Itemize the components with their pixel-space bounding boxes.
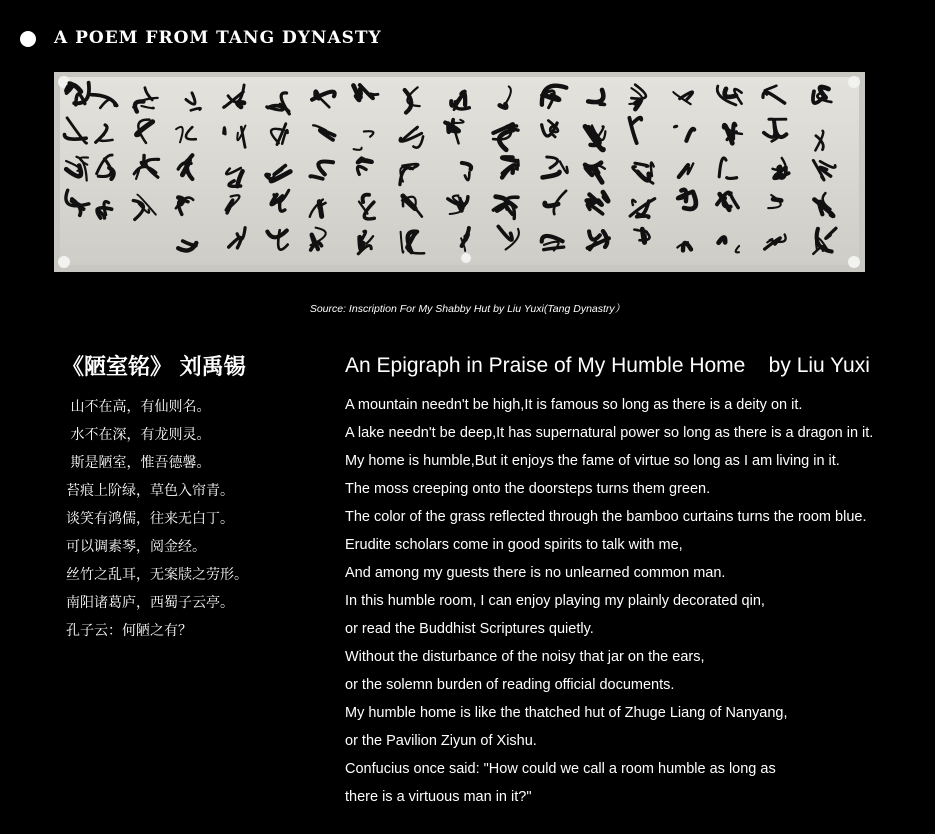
- chinese-poem-line: 山不在高，有仙则名。: [66, 399, 211, 415]
- chinese-poem-line: 可以调素琴，阅金经。: [66, 539, 206, 555]
- english-poem-title: An Epigraph in Praise of My Humble Home by Liu Yuxi: [345, 354, 870, 377]
- chinese-poem-line: 苔痕上阶绿，草色入帘青。: [66, 483, 234, 499]
- english-poem-line: or the Pavilion Ziyun of Xishu.: [345, 733, 537, 749]
- brush-stroke: [371, 94, 378, 95]
- calligraphy-scroll-image: [54, 72, 865, 272]
- english-poem-line: My humble home is like the thatched hut of Zhuge Liang of Nanyang,: [345, 705, 788, 721]
- brush-stroke: [674, 126, 676, 127]
- english-poem-line: Erudite scholars come in good spirits to talk with me,: [345, 537, 683, 553]
- english-poem-line: Without the disturbance of the noisy that jar on the ears,: [345, 649, 705, 665]
- english-poem-line: or read the Buddhist Scriptures quietly.: [345, 621, 594, 637]
- chinese-poem-line: 孔子云：何陋之有？: [66, 623, 192, 639]
- english-poem-line: A lake needn't be deep,It has supernatural power so long as there is a dragon in it.: [345, 425, 874, 441]
- chinese-poem-line: 丝竹之乱耳，无案牍之劳形。: [66, 567, 248, 583]
- english-poem-line: In this humble room, I can enjoy playing my plainly decorated qin,: [345, 593, 765, 609]
- calligraphy-scroll-drawing: [54, 72, 865, 272]
- english-poem-line: Confucius once said: "How could we call a room humble as long as: [345, 761, 776, 777]
- chinese-poem-line: 水不在深，有龙则灵。: [66, 427, 211, 443]
- english-poem-line: And among my guests there is no unlearned common man.: [345, 565, 726, 581]
- english-poem-line: or the solemn burden of reading official documents.: [345, 677, 675, 693]
- brush-stroke: [773, 199, 781, 200]
- english-poem-line: there is a virtuous man in it?": [345, 789, 532, 805]
- english-poem-lines: [345, 391, 873, 811]
- chinese-poem-line: 谈笑有鸿儒，往来无白丁。: [66, 511, 234, 527]
- chinese-poem-line: 南阳诸葛庐，西蜀子云亭。: [66, 595, 234, 611]
- brush-stroke: [727, 178, 737, 179]
- brush-stroke: [237, 102, 244, 107]
- bullet-dot-icon: [20, 31, 36, 47]
- brush-stroke: [500, 104, 507, 108]
- chinese-poem-lines: [66, 393, 248, 645]
- brush-stroke: [224, 127, 226, 134]
- english-poem-line: A mountain needn't be high,It is famous so long as there is a deity on it.: [345, 397, 803, 413]
- section-title: A POEM FROM TANG DYNASTY: [54, 28, 382, 48]
- brush-stroke: [637, 216, 649, 217]
- english-poem-line: My home is humble,But it enjoys the fame of virtue so long as I am living in it.: [345, 453, 840, 469]
- chinese-poem-line: 斯是陋室，惟吾德馨。: [66, 455, 211, 471]
- brush-stroke: [358, 158, 364, 162]
- english-poem-line: The moss creeping onto the doorsteps turns them green.: [345, 481, 711, 497]
- chinese-poem-title: 《陋室铭》 刘禹锡: [62, 355, 246, 380]
- brush-stroke: [545, 203, 558, 206]
- image-caption: Source: Inscription For My Shabby Hut by Liu Yuxi(Tang Dynastry）: [309, 303, 626, 315]
- english-poem-line: The color of the grass reflected through the bamboo curtains turns the room blue.: [345, 509, 867, 525]
- brush-stroke: [719, 237, 726, 242]
